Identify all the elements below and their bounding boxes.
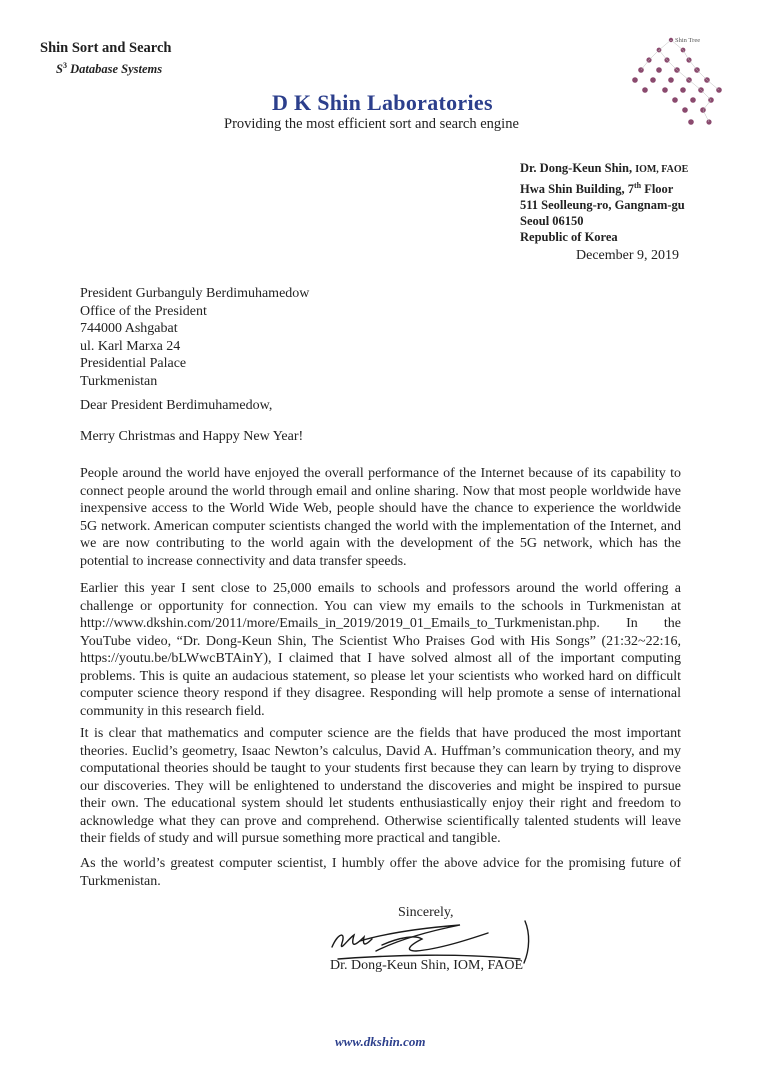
recipient-line: ul. Karl Marxa 24 xyxy=(80,338,181,354)
body-paragraph: It is clear that mathematics and computer science are the fields that have produced the most important theories. Euclid’s geometry, Isaac Newton’s calculus, David A. Huffman’s communication theory, and my computational theories should be taught to your students first because they can learn by trying to disprove our discoveries. They will be enlightened to understand the discoveries and might be inspired to pursue their own. The educational system should let students enthusiastically enjoy their right and freedom to acknowledge what they can prove and comprehend. Otherwise scientifically talented students will leave their fields of study and will pursue something more practical and tangible. xyxy=(80,726,681,846)
body-paragraph: As the world’s greatest computer scientist, I humbly offer the above advice for the promising future of Turkmenistan. xyxy=(80,856,681,889)
logo-label: Shin Tree xyxy=(675,37,701,44)
sender-building-sup: th xyxy=(633,181,642,190)
letterhead-brand xyxy=(40,40,171,78)
salutation: Dear President Berdimuhamedow, xyxy=(80,398,273,413)
recipient-line: 744000 Ashgabat xyxy=(80,321,178,336)
closing: Sincerely, xyxy=(398,905,454,920)
sender-building-suffix: Floor xyxy=(641,182,674,197)
recipient-line: Office of the President xyxy=(80,303,207,319)
lab-title: D K Shin Laboratories xyxy=(272,90,493,115)
website-link[interactable]: www.dkshin.com xyxy=(335,1034,426,1049)
sender-building-line xyxy=(520,178,688,197)
lab-tagline: Providing the most efficient sort and search engine xyxy=(224,116,519,132)
recipient-address xyxy=(80,285,309,390)
sender-name-line xyxy=(520,160,688,178)
brand-sub-prefix: S xyxy=(56,62,63,77)
sender-street: 511 Seolleung-ro, Gangnam-gu xyxy=(520,198,685,213)
sender-country: Republic of Korea xyxy=(520,230,618,245)
sender-name: Dr. Dong-Keun Shin, xyxy=(520,161,636,175)
shin-tree-logo xyxy=(625,30,735,135)
body-paragraph: People around the world have enjoyed the overall performance of the Internet because of its capability to connect people around the world through email and online sharing. Now that most people worldwide have inexpensive access to the World Wide Web, people should have the chance to experience the worldwide 5G network. American computer scientists changed the world with the implementation of the Internet, and we are now contributing to the world again with the development of the 5G network, which has the potential to increase connectivity and data transfer speeds. xyxy=(80,466,681,569)
recipient-line: President Gurbanguly Berdimuhamedow xyxy=(80,286,310,301)
sender-building-prefix: Hwa Shin Building, 7 xyxy=(520,182,634,197)
greeting: Merry Christmas and Happy New Year! xyxy=(80,429,304,444)
recipient-line: Presidential Palace xyxy=(80,356,187,371)
brand-sub-text: Database Systems xyxy=(66,62,163,77)
sender-city: Seoul 06150 xyxy=(520,214,584,229)
recipient-line: Turkmenistan xyxy=(80,373,158,389)
signature-name: Dr. Dong-Keun Shin, IOM, FAOE xyxy=(330,958,524,973)
brand-subtitle xyxy=(40,57,171,78)
letter-date: December 9, 2019 xyxy=(576,248,680,263)
brand-sub-sup: 3 xyxy=(62,61,67,70)
brand-name: Shin Sort and Search xyxy=(40,40,172,56)
sender-credentials: IOM, FAOE xyxy=(635,164,689,175)
body-paragraph: Earlier this year I sent close to 25,000 emails to schools and professors around the world offering a challenge or opportunity for connection. You can view my emails to the schools in Turkmenistan at http://www.dkshin.com/2011/more/Emails_in_2019/2019_01_Emails_to_Turkmenistan.php. In the YouTube video, “Dr. Dong-Keun Shin, The Scientist Who Praises God with His Songs” (21:32~22:16, https://youtu.be/bLWwcBTAinY), I claimed that I have solved almost all of the important computing problems. This is quite an audacious statement, so please let your scientists who worked hard on difficult computer science theory respond if they disagree. Responding will help promote a sense of international community in this research field. xyxy=(80,581,681,719)
sender-address xyxy=(520,160,688,245)
